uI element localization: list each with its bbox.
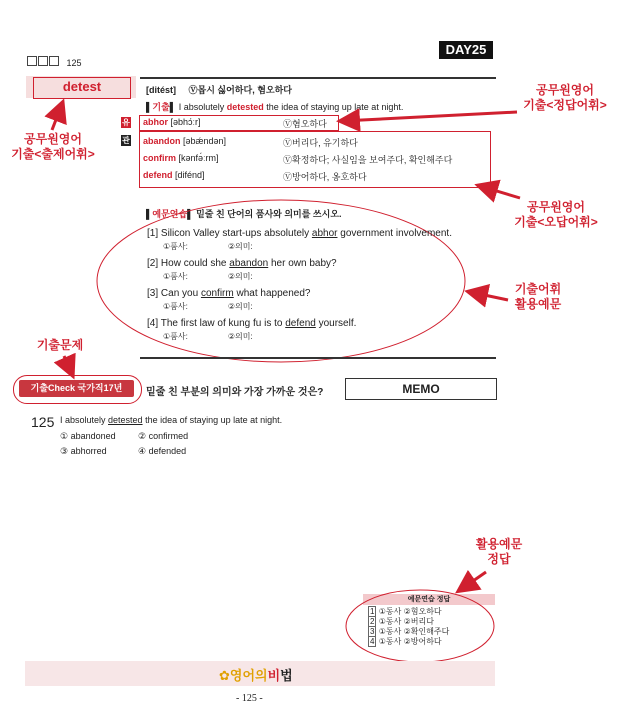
related-meaning-text: 버리다, 유기하다 [292,138,358,148]
bullet-icon: ▌ [169,102,177,112]
related-word: abandon [143,136,181,146]
bullet-icon: ▌ [146,209,153,219]
pos-label: ①품사: [163,242,188,251]
annotation-text: 기출어휘 [514,282,562,296]
verb-icon: Ⓥ [283,138,293,148]
synonym-pron: [əbhɔ́ːr] [170,117,201,127]
sentence-text: I absolutely [178,102,227,112]
annotation-text: 공무원영어 [527,200,585,214]
option-1[interactable]: ① abandoned [60,431,116,441]
answer-num: 3 [370,627,375,636]
practice-tag: 예문연습 [152,209,188,219]
day-badge: DAY25 [439,41,493,59]
meaning: 몹시 싫어하다, 혐오하다 [197,85,292,95]
answer-meaning: ②혐오하다 [403,607,442,616]
item-number: [4] [147,318,159,329]
verb-icon: Ⓥ [283,119,293,129]
exam-badge: 기출Check 국가직17년 [19,380,134,397]
item-number: [3] [147,288,159,299]
logo-text: 영어의 [229,668,268,683]
sentence-text: I absolutely [60,415,109,425]
memo-box: MEMO [345,378,497,400]
sentence-underline: detested [108,415,143,425]
answer-pos: ①동사 [378,617,402,626]
pos-label: ①품사: [163,272,188,281]
annotation-text: 활용예문 [514,297,562,311]
answer-key-title: 예문연습 정답 [363,594,495,605]
item-underline: abandon [229,258,269,269]
verb-icon: Ⓥ [283,172,293,182]
sentence-text: the idea of staying up late at night. [142,415,283,425]
meaning-label: ②의미: [227,302,253,311]
annotation-text: 공무원영어 [24,132,82,146]
meaning-label: ②의미: [227,272,253,281]
answer-pos: ①동사 [378,627,402,636]
answer-meaning: ②확인해주다 [403,627,450,636]
related-meaning-text: 방어하다, 옹호하다 [292,172,367,182]
practice-instruction: 밑줄 친 단어의 품사와 의미를 쓰시오. [196,209,342,219]
word-number: 125 [66,58,82,68]
sentence-text: the idea of staying up late at night. [263,102,404,112]
annotation-text: 기출<출제어휘> [11,147,95,161]
bee-icon: ✿ [219,668,230,683]
answer-pos: ①동사 [378,637,402,646]
item-text: Can you [160,288,201,299]
item-text: government involvement. [337,228,452,239]
bullet-icon: ▌ [146,102,153,112]
headword: detest [62,79,102,94]
related-tag: 관 [122,136,130,145]
meaning-label: ②의미: [227,332,253,341]
item-text: what happened? [233,288,311,299]
related-meaning-text: 확정하다; 사실임을 보여주다, 확인해주다 [292,155,453,165]
synonym-tag: 유 [122,118,130,127]
meaning-label: ②의미: [227,242,253,251]
pronunciation: [ditést] [146,85,176,95]
item-text: Silicon Valley start-ups absolutely [160,228,312,239]
item-underline: defend [285,318,316,329]
option-2[interactable]: ② confirmed [138,431,189,441]
annotation-text: 기출<오답어휘> [514,215,598,229]
exam-question: 밑줄 친 부분의 의미와 가장 가까운 것은? [146,387,324,398]
item-underline: abhor [311,228,338,239]
answer-num: 2 [370,617,375,626]
answer-meaning: ②방어하다 [403,637,442,646]
related-pron: [əbǽndən] [183,136,227,146]
annotation-text: 공무원영어 [536,83,594,97]
sentence-highlight: detested [226,102,264,112]
item-underline: confirm [200,288,234,299]
annotation-exam-problem: 기출문제 [36,338,84,352]
page-number: - 125 - [236,693,263,704]
item-text: yourself. [315,318,357,329]
answer-num: 1 [370,607,375,616]
answer-num: 4 [370,637,375,646]
verb-icon: Ⓥ [188,85,198,95]
annotation-text: 기출<정답어휘> [523,98,607,112]
option-3[interactable]: ③ abhorred [60,446,107,456]
logo-text: 비 [267,668,281,683]
related-word: confirm [143,153,177,163]
answer-pos: ①동사 [378,607,402,616]
item-text: her own baby? [268,258,337,269]
item-text: The first law of kung fu is to [160,318,286,329]
related-pron: [difénd] [175,170,205,180]
exam-tag: 기출 [152,102,170,112]
exam-number: 125 [31,414,55,430]
pos-label: ①품사: [163,302,188,311]
option-4[interactable]: ④ defended [138,446,187,456]
bullet-icon: ▌ [187,209,194,219]
logo-text: 법 [280,668,293,683]
verb-icon: Ⓥ [283,155,293,165]
related-word: defend [143,170,173,180]
annotation-text: 활용예문 [475,537,523,551]
synonym-word: abhor [143,117,169,127]
item-number: [2] [147,258,159,269]
item-text: How could she [160,258,230,269]
synonym-meaning: 혐오하다 [292,119,327,129]
answer-meaning: ②버리다 [403,617,434,626]
related-pron: [kənfə́ːrm] [178,153,219,163]
pos-label: ①품사: [163,332,188,341]
item-number: [1] [147,228,159,239]
annotation-text: 정답 [487,552,511,566]
